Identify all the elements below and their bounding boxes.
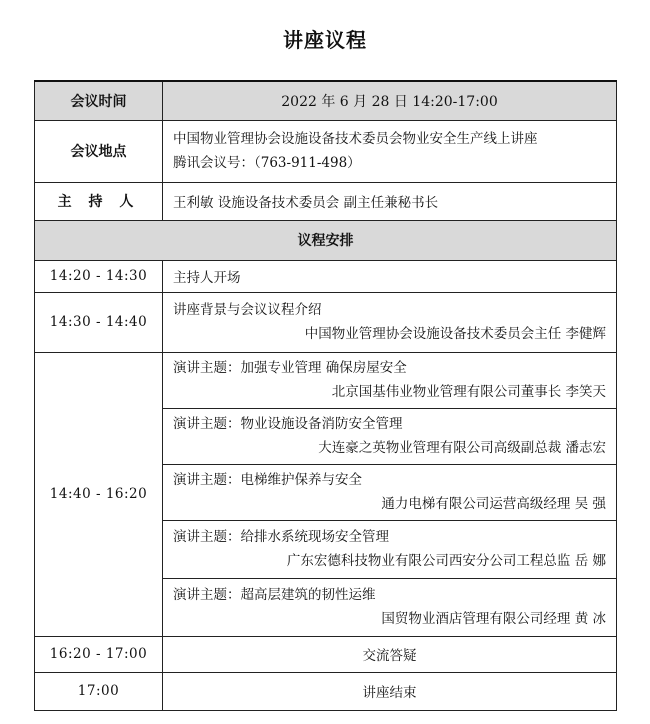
talk-content	[163, 578, 617, 636]
page-title: 讲座议程	[283, 28, 367, 52]
talk-topic: 演讲主题：电梯维护保养与安全	[173, 472, 362, 488]
talk-content	[163, 464, 617, 520]
time-label: 会议时间	[35, 81, 163, 120]
agenda-table	[34, 80, 617, 711]
place-line-1: 中国物业管理协会设施设备技术委员会物业安全生产线上讲座	[173, 131, 538, 147]
slot-time: 14:30 - 14:40	[35, 292, 163, 352]
talk-topic: 演讲主题：物业设施设备消防安全管理	[173, 416, 403, 432]
slot-text: 交流答疑	[163, 636, 617, 672]
slot-speaker: 中国物业管理协会设施设备技术委员会主任 李健辉	[304, 326, 606, 342]
agenda-header: 议程安排	[35, 220, 617, 260]
time-value: 2022 年 6 月 28 日 14:20-17:00	[163, 81, 617, 120]
slot-text: 讲座结束	[163, 672, 617, 710]
talk-speaker: 广东宏德科技物业有限公司西安分公司工程总监 岳 娜	[286, 553, 606, 569]
host-value: 王利敏 设施设备技术委员会 副主任兼秘书长	[163, 182, 617, 220]
place-cell	[163, 120, 617, 182]
place-row	[35, 120, 617, 182]
talk-content	[163, 520, 617, 578]
agenda-header-row	[35, 220, 617, 260]
talk-topic: 演讲主题：超高层建筑的韧性运维	[173, 587, 376, 603]
slot-time: 14:40 - 16:20	[35, 352, 163, 636]
agenda-row-end	[35, 672, 617, 710]
agenda-row-intro	[35, 292, 617, 352]
slot-content	[163, 292, 617, 352]
slot-text: 主持人开场	[163, 260, 617, 292]
host-row	[35, 182, 617, 220]
slot-time: 16:20 - 17:00	[35, 636, 163, 672]
slot-time: 14:20 - 14:30	[35, 260, 163, 292]
agenda-row-opening	[35, 260, 617, 292]
talk-topic: 演讲主题：加强专业管理 确保房屋安全	[173, 360, 407, 376]
talk-speaker: 大连豪之英物业管理有限公司高级副总裁 潘志宏	[318, 440, 606, 456]
time-row	[35, 81, 617, 120]
talk-content	[163, 352, 617, 408]
slot-title: 讲座背景与会议议程介绍	[173, 302, 322, 318]
talk-row	[35, 352, 617, 408]
talk-speaker: 北京国基伟业物业管理有限公司董事长 李笑天	[331, 384, 606, 400]
place-line-2: 腾讯会议号：（763-911-498）	[173, 155, 361, 171]
talk-content	[163, 408, 617, 464]
talk-topic: 演讲主题：给排水系统现场安全管理	[173, 529, 389, 545]
talk-speaker: 国贸物业酒店管理有限公司经理 黄 冰	[381, 611, 606, 627]
talk-speaker: 通力电梯有限公司运营高级经理 吴 强	[381, 496, 606, 512]
agenda-row-qa	[35, 636, 617, 672]
slot-time: 17:00	[35, 672, 163, 710]
place-label: 会议地点	[35, 120, 163, 182]
host-label: 主 持 人	[35, 182, 163, 220]
